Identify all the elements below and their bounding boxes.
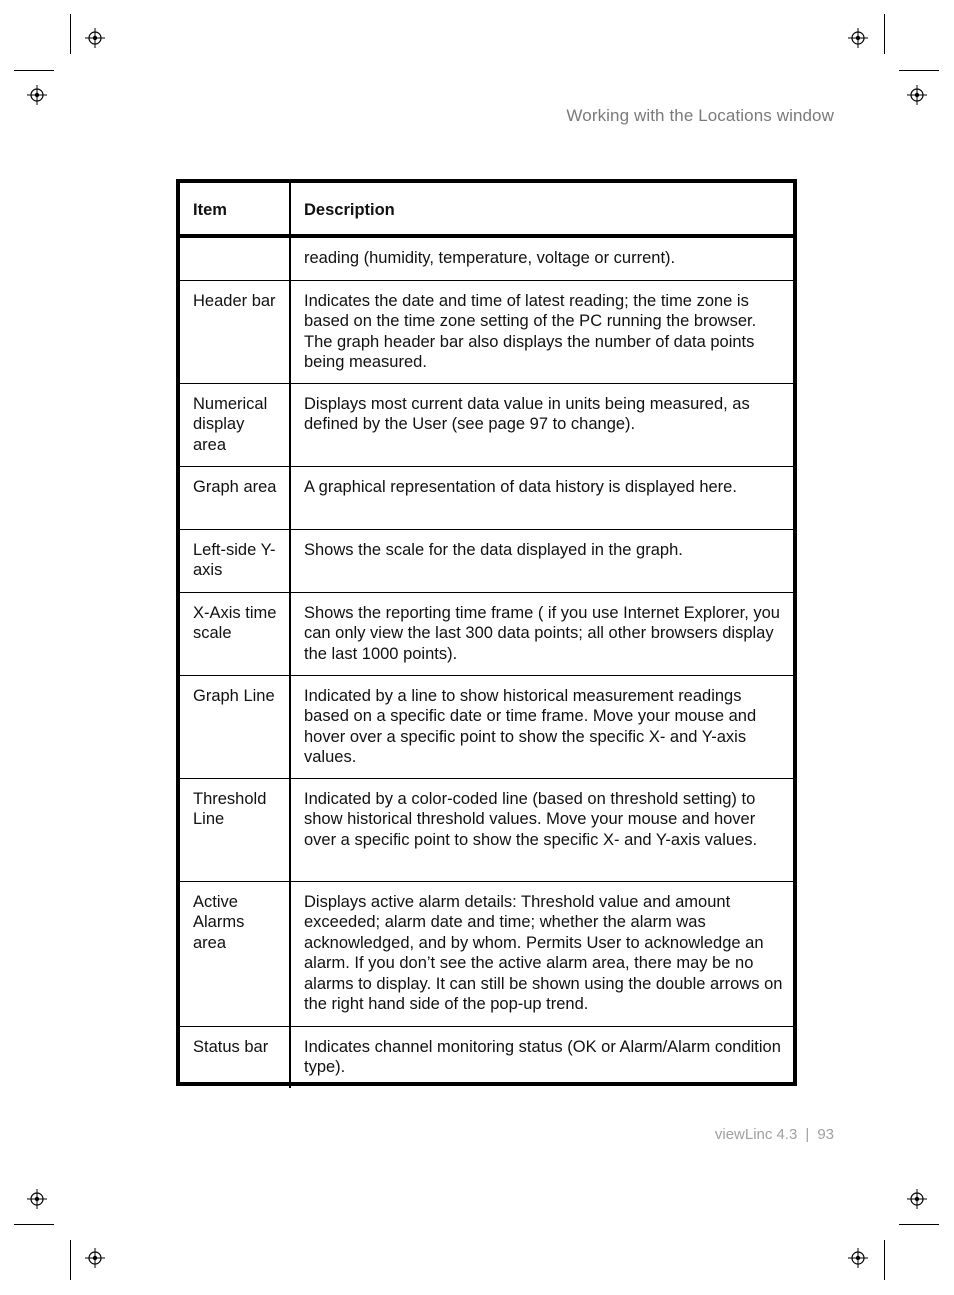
- description-cell: Displays active alarm details: Threshold value and amount exceeded; alarm date and time; whether the alarm was acknowledged, and by whom. Permits User to acknowledge an alarm. If you don’t see the active alarm area, there may be no alarms to display. It can still be shown using the double arrows on the right hand side of the pop-up trend.: [304, 892, 783, 1013]
- crop-mark: [14, 70, 54, 71]
- description-cell: reading (humidity, temperature, voltage or current).: [304, 249, 676, 267]
- registration-mark-icon: [27, 1189, 47, 1209]
- crop-mark: [70, 14, 71, 54]
- table-row: [180, 675, 793, 778]
- registration-mark-icon: [907, 1189, 927, 1209]
- description-cell: Indicates the date and time of latest reading; the time zone is based on the time zone setting of the PC running the browser. The graph header bar also displays the number of data points being measured.: [304, 291, 757, 371]
- item-cell: Numerical display area: [180, 383, 290, 466]
- registration-mark-icon: [85, 1248, 105, 1268]
- registration-mark-icon: [848, 28, 868, 48]
- crop-mark: [884, 1240, 885, 1280]
- table-row: [180, 881, 793, 1026]
- registration-mark-icon: [27, 85, 47, 105]
- table-row: [180, 1026, 793, 1088]
- description-cell: Indicated by a line to show historical measurement readings based on a specific date or time frame. Move your mouse and hover over a specific point to show the specific X- and Y-axis values.: [304, 686, 757, 766]
- description-cell: Indicated by a color-coded line (based on threshold setting) to show historical threshold values. Move your mouse and hover over a specific point to show the specific X- and Y-axis values.: [304, 789, 758, 849]
- description-cell: Shows the reporting time frame ( if you use Internet Explorer, you can only view the last 300 data points; all other browsers display the last 1000 points).: [304, 603, 780, 663]
- footer-product: viewLinc 4.3: [714, 1126, 798, 1143]
- item-cell: [180, 236, 290, 280]
- column-header-description: Description: [290, 183, 793, 236]
- crop-mark: [14, 1224, 54, 1225]
- page-number: 93: [817, 1126, 834, 1143]
- item-cell: Graph area: [180, 466, 290, 529]
- running-head: Working with the Locations window: [566, 106, 834, 125]
- table-row: [180, 778, 793, 881]
- table-row: [180, 280, 793, 383]
- item-cell: Status bar: [180, 1026, 290, 1088]
- item-description-table: [176, 179, 797, 1086]
- item-cell: Graph Line: [180, 675, 290, 778]
- registration-mark-icon: [848, 1248, 868, 1268]
- crop-mark: [899, 70, 939, 71]
- registration-mark-icon: [85, 28, 105, 48]
- table-row: [180, 236, 793, 280]
- table-row: [180, 466, 793, 529]
- table-row: [180, 383, 793, 466]
- description-cell: Displays most current data value in units being measured, as defined by the User (see page 97 to change).: [304, 394, 750, 433]
- table-row: [180, 592, 793, 675]
- table-header-row: [180, 183, 793, 236]
- crop-mark: [70, 1240, 71, 1280]
- table-row: [180, 529, 793, 592]
- crop-mark: [899, 1224, 939, 1225]
- footer-separator: |: [805, 1126, 810, 1143]
- item-cell: Left-side Y-axis: [180, 529, 290, 592]
- description-cell: Shows the scale for the data displayed in the graph.: [304, 540, 683, 559]
- column-header-item: Item: [180, 183, 290, 236]
- crop-mark: [884, 14, 885, 54]
- item-cell: Threshold Line: [180, 778, 290, 881]
- registration-mark-icon: [907, 85, 927, 105]
- item-cell: Active Alarms area: [180, 881, 290, 1026]
- page-footer: [715, 1126, 834, 1143]
- description-cell: Indicates channel monitoring status (OK or Alarm/Alarm condition type).: [304, 1037, 781, 1076]
- item-cell: X-Axis time scale: [180, 592, 290, 675]
- item-cell: Header bar: [180, 280, 290, 383]
- description-cell: A graphical representation of data history is displayed here.: [304, 477, 737, 496]
